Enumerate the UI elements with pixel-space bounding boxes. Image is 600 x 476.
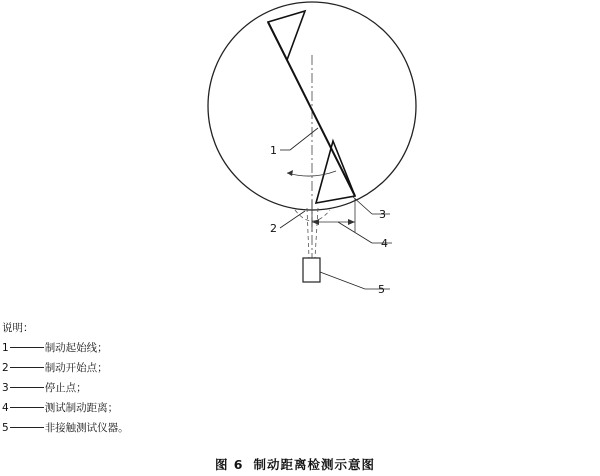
- legend-text: 非接触测试仪器。: [44, 422, 129, 434]
- legend-dash: [10, 347, 44, 348]
- legend-num: 5: [2, 422, 9, 434]
- legend-item: [2, 398, 129, 418]
- legend-text: 制动开始点；: [44, 362, 108, 374]
- legend-dash: [10, 387, 44, 388]
- legend-dash: [10, 427, 44, 428]
- legend-text: 停止点；: [44, 382, 87, 394]
- leader-2: [280, 211, 305, 228]
- legend-dash: [10, 407, 44, 408]
- callout-3: 3: [379, 208, 386, 221]
- legend-heading: 说明：: [2, 322, 34, 334]
- callout-1: 1: [270, 144, 277, 157]
- callout-4: 4: [381, 237, 388, 250]
- legend-item: [2, 358, 129, 378]
- rotation-arrow: [287, 171, 336, 176]
- rotation-arrowhead: [287, 170, 293, 176]
- figure-number: 图 6: [214, 457, 244, 472]
- legend-num: 4: [2, 402, 9, 414]
- non-contact-instrument: [303, 258, 320, 282]
- callout-2: 2: [270, 222, 277, 235]
- leader-1: [290, 128, 318, 150]
- beam-line-left: [307, 208, 309, 258]
- beam-line-right: [315, 208, 318, 258]
- legend: [2, 318, 129, 438]
- figure-caption: [0, 455, 600, 473]
- callout-5: 5: [378, 283, 385, 296]
- legend-item: [2, 418, 129, 438]
- legend-text: 测试制动距离；: [44, 402, 119, 414]
- legend-dash: [10, 367, 44, 368]
- legend-item: [2, 378, 129, 398]
- legend-num: 3: [2, 382, 9, 394]
- distance-arrow-right: [348, 219, 355, 225]
- beam-arc: [295, 210, 330, 221]
- upper-wedge: [268, 11, 305, 60]
- distance-arrow-left: [312, 219, 319, 225]
- legend-text: 制动起始线；: [44, 342, 108, 354]
- leader-5: [320, 272, 365, 289]
- legend-num: 1: [2, 342, 9, 354]
- legend-item: [2, 338, 129, 358]
- lower-wedge: [316, 141, 355, 203]
- figure-title: 制动距离检测示意图: [253, 457, 376, 472]
- legend-num: 2: [2, 362, 9, 374]
